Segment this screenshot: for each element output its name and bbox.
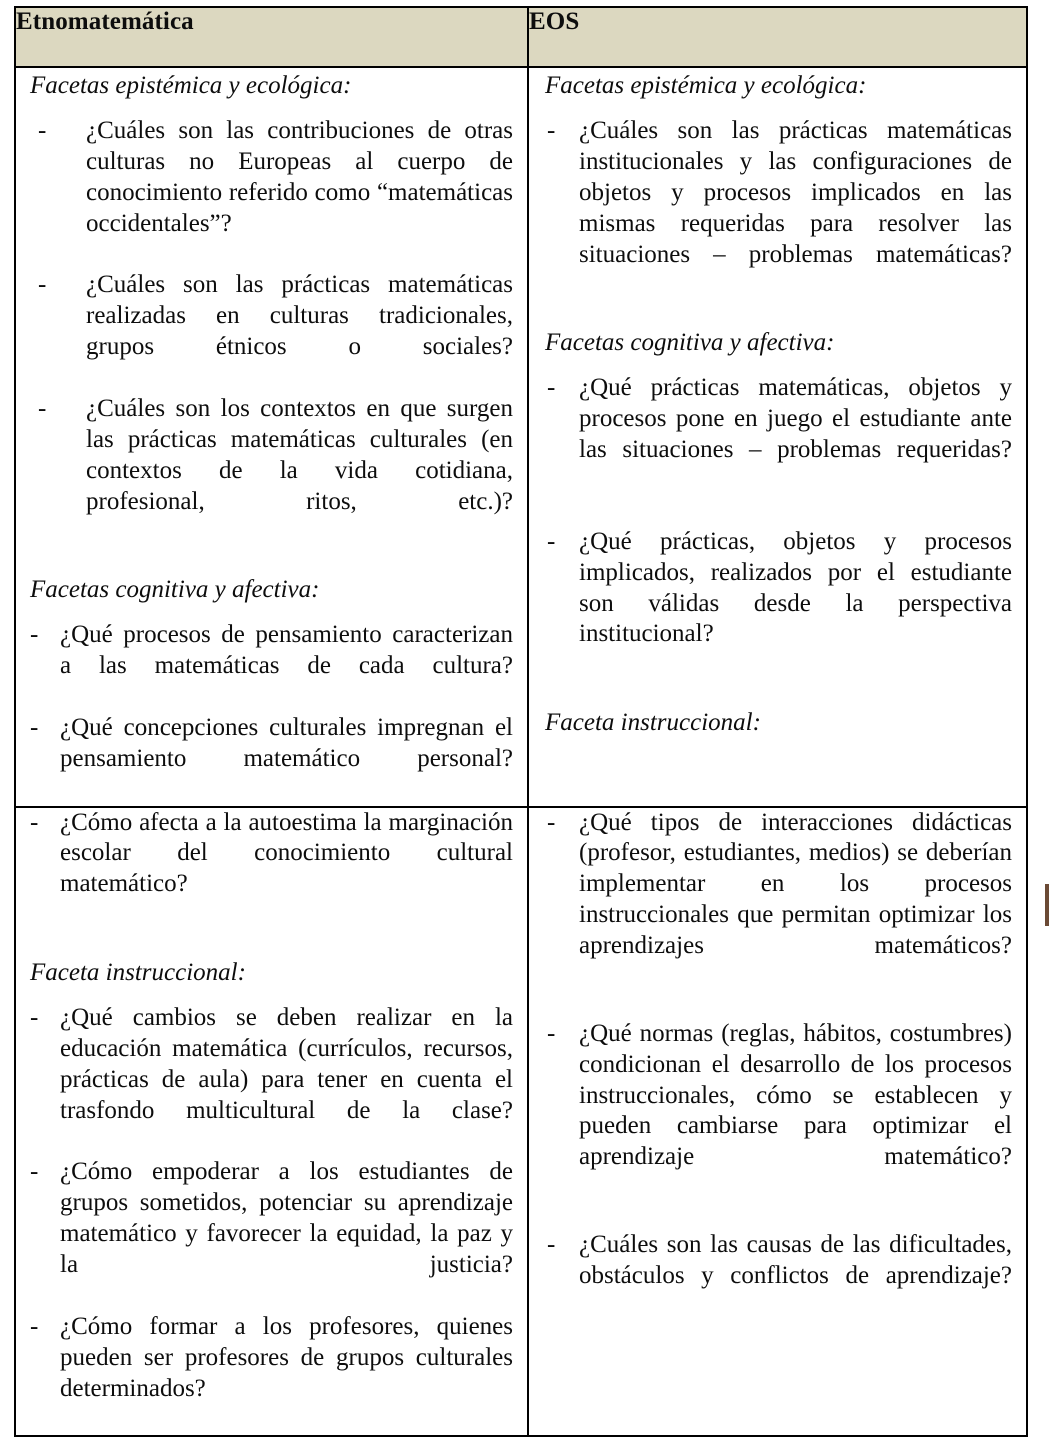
table-header-row xyxy=(15,7,1027,67)
heading-facetas-epistemica-ecologica-left: Facetas epistémica y ecológica: xyxy=(30,72,352,99)
list-item-text: ¿Qué concepciones culturales impregnan el pensamiento matemático personal? xyxy=(60,713,513,772)
bullet-dash-icon: - xyxy=(547,808,556,836)
list-item-text: ¿Qué tipos de interacciones didácticas (profesor, estudiantes, medios) se deberían implementar en los procesos instruccionales que permitan optimizar los aprendizajes matemáticos? xyxy=(579,808,1012,959)
bullet-dash-icon: - xyxy=(547,1231,556,1258)
list-item xyxy=(26,1157,513,1311)
list-item xyxy=(541,116,1012,301)
bullet-dash-icon: - xyxy=(30,1312,39,1340)
bullet-dash-icon: - xyxy=(547,527,556,555)
list-item xyxy=(541,1230,1012,1323)
list-item-text: ¿Cómo empoderar a los estudiantes de grupos sometidos, potenciar su aprendizaje matemático y favorecer la equidad, la paz y la justicia? xyxy=(60,1158,513,1278)
list-item-text: ¿Cuáles son las causas de las dificultades, obstáculos y conflictos de aprendizaje? xyxy=(579,1231,1012,1289)
table-row xyxy=(15,67,1027,807)
list-item xyxy=(26,1312,513,1436)
list-item-text: ¿Qué cambios se deben realizar en la educación matemática (currículos, recursos, prácticas de aula) para tener en cuenta el trasfondo multicultural de la clase? xyxy=(60,1004,513,1124)
list-item-text: ¿Qué prácticas, objetos y procesos implicados, realizados por el estudiante son válidas desde la perspectiva institucional? xyxy=(579,527,1012,648)
list-cognitive-left xyxy=(26,620,513,805)
bullet-dash-icon: - xyxy=(30,1004,39,1031)
list-item-text: ¿Cuáles son las prácticas matemáticas realizadas en culturas tradicionales, grupos étnicos o sociales? xyxy=(86,271,513,361)
list-instructional-left xyxy=(26,1003,513,1435)
list-item xyxy=(26,713,513,806)
list-pre-instructional-left xyxy=(26,808,513,932)
bullet-dash-icon: - xyxy=(30,621,39,649)
comparison-table xyxy=(14,6,1028,1437)
list-item xyxy=(26,620,513,713)
cell-eos-row2 xyxy=(528,807,1027,1437)
list-item-text: ¿Qué prácticas matemáticas, objetos y procesos pone en juego el estudiante ante las situaciones – problemas requeridas? xyxy=(579,374,1012,463)
list-item xyxy=(26,808,513,932)
list-instructional-right xyxy=(541,808,1012,1323)
list-item xyxy=(26,1003,513,1157)
list-item xyxy=(541,373,1012,497)
list-item xyxy=(541,808,1012,993)
heading-faceta-instruccional-right: Faceta instruccional: xyxy=(545,709,761,737)
list-item xyxy=(541,1019,1012,1204)
cell-eos-row1 xyxy=(528,67,1027,807)
heading-faceta-instruccional-left: Faceta instruccional: xyxy=(30,959,246,986)
list-item-text: ¿Cuáles son las contribuciones de otras culturas no Europeas al cuerpo de conocimiento referido como “matemáticas occidentales”? xyxy=(86,117,513,237)
column-header-eos-label: EOS xyxy=(529,8,580,35)
heading-facetas-epistemica-ecologica-right: Facetas epistémica y ecológica: xyxy=(545,72,867,99)
list-item xyxy=(26,394,513,548)
table-row xyxy=(15,807,1027,1437)
list-item xyxy=(541,527,1012,681)
list-item-text: ¿Cómo afecta a la autoestima la marginación escolar del conocimiento cultural matemático? xyxy=(60,808,513,898)
list-item-text: ¿Qué normas (reglas, hábitos, costumbres) condicionan el desarrollo de los procesos instruccionales, cómo se establecen y pueden cambiarse para optimizar el aprendizaje matemático? xyxy=(579,1019,1012,1171)
bullet-dash-icon: - xyxy=(30,808,39,836)
column-header-etnomatematica xyxy=(15,7,528,67)
bullet-dash-icon: - xyxy=(547,1019,556,1047)
bullet-dash-icon: - xyxy=(30,1158,39,1186)
bullet-dash-icon: - xyxy=(38,394,47,422)
bullet-dash-icon: - xyxy=(30,713,39,741)
column-header-etnomatematica-label: Etnomatemática xyxy=(16,8,194,35)
comparison-table-wrapper xyxy=(14,6,1026,1437)
list-item-text: ¿Cuáles son los contextos en que surgen las prácticas matemáticas culturales (en contextos de la vida cotidiana, profesional, ritos, etc.)? xyxy=(86,394,513,515)
list-epistemic-left xyxy=(26,116,513,548)
list-item xyxy=(26,116,513,270)
column-header-eos xyxy=(528,7,1027,67)
list-epistemic-right xyxy=(541,116,1012,301)
list-cognitive-right xyxy=(541,373,1012,681)
bullet-dash-icon: - xyxy=(38,271,47,299)
scan-artifact-mark xyxy=(1045,884,1049,926)
list-item xyxy=(26,270,513,394)
cell-etnomatematica-row2 xyxy=(15,807,528,1437)
list-item-text: ¿Cómo formar a los profesores, quienes pueden ser profesores de grupos culturales determinados? xyxy=(60,1312,513,1402)
heading-facetas-cognitiva-afectiva-left: Facetas cognitiva y afectiva: xyxy=(30,576,320,604)
bullet-dash-icon: - xyxy=(38,117,47,144)
list-item-text: ¿Qué procesos de pensamiento caracterizan a las matemáticas de cada cultura? xyxy=(60,621,513,680)
cell-etnomatematica-row1 xyxy=(15,67,528,807)
list-item-text: ¿Cuáles son las prácticas matemáticas institucionales y las configuraciones de objetos y procesos implicados en las mismas requeridas para resolver las situaciones – problemas matemáticas? xyxy=(579,117,1012,268)
heading-facetas-cognitiva-afectiva-right: Facetas cognitiva y afectiva: xyxy=(545,329,835,357)
bullet-dash-icon: - xyxy=(547,374,556,402)
bullet-dash-icon: - xyxy=(547,117,556,144)
